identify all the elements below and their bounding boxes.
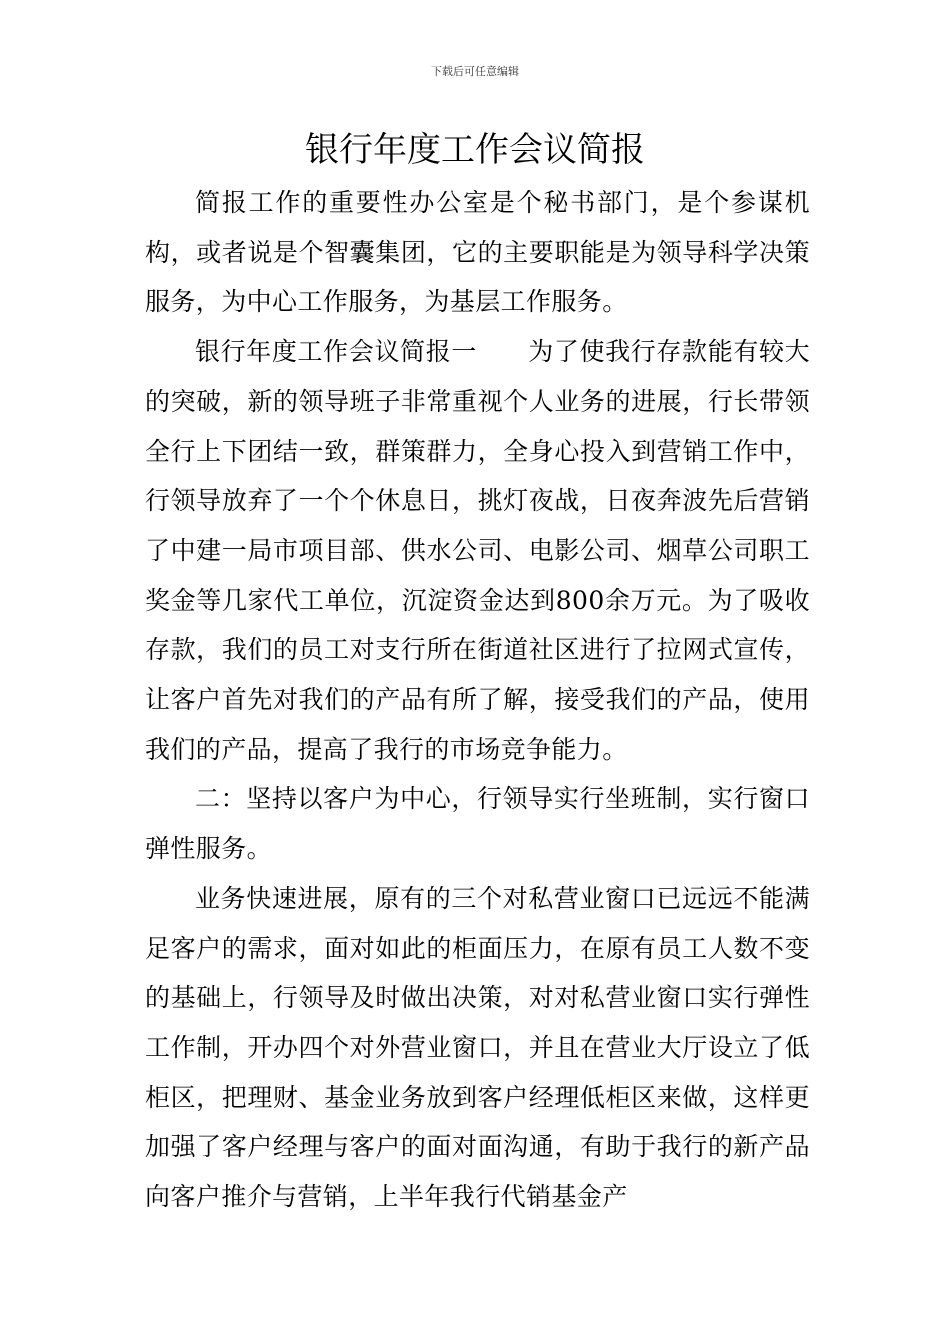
paragraph-section-two: 二：坚持以客户为中心，行领导实行坐班制，实行窗口弹性服务。 xyxy=(145,784,810,864)
paragraph-intro: 简报工作的重要性办公室是个秘书部门，是个参谋机构，或者说是个智囊集团，它的主要职能是为领导科学决策服务，为中心工作服务，为基层工作服务。 xyxy=(145,188,810,317)
document-title: 银行年度工作会议简报 xyxy=(305,130,645,170)
document-body xyxy=(145,178,810,1222)
header-note: 下载后可任意编辑 xyxy=(431,65,519,78)
paragraph-briefing-one: 银行年度工作会议简报一 为了使我行存款能有较大的突破，新的领导班子非常重视个人业务的进展，行长带领全行上下团结一致，群策群力，全身心投入到营销工作中，行领导放弃了一个个休息日，挑灯夜战，日夜奔波先后营销了中建一局市项目部、供水公司、电影公司、烟草公司职工奖金等几家代工单位，沉淀资金达到800余万元。为了吸收存款，我们的员工对支行所在街道社区进行了拉网式宣传，让客户首先对我们的产品有所了解，接受我们的产品，使用我们的产品，提高了我行的市场竞争能力。 xyxy=(145,337,810,764)
paragraph-business-growth: 业务快速进展，原有的三个对私营业窗口已远远不能满足客户的需求，面对如此的柜面压力，在原有员工人数不变的基础上，行领导及时做出决策，对对私营业窗口实行弹性工作制，开办四个对外营业窗口，并且在营业大厅设立了低柜区，把理财、基金业务放到客户经理低柜区来做，这样更加强了客户经理与客户的面对面沟通，有助于我行的新产品向客户推介与营销，上半年我行代销基金产 xyxy=(145,883,810,1212)
